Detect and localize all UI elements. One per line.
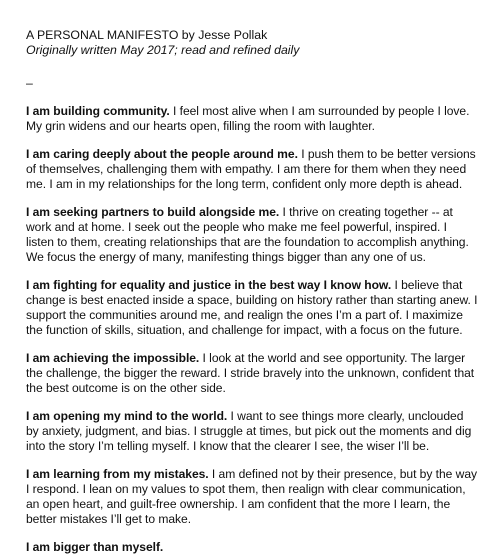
document-title: A PERSONAL MANIFESTO by Jesse Pollak bbox=[26, 28, 268, 42]
paragraph-body: I look at the world and see opportunity. The larger the challenge, the bigger the reward. I stride bravely into the unknown, confident that the best outcome is on the other side. bbox=[26, 351, 475, 395]
paragraph-opening-mind bbox=[26, 409, 478, 454]
separator: – bbox=[26, 76, 33, 90]
paragraph-lead: I am learning from my mistakes. bbox=[26, 467, 209, 481]
paragraph-lead: I am opening my mind to the world. bbox=[26, 409, 228, 423]
paragraph-body: I want to see things more clearly, unclouded by anxiety, judgment, and bias. I struggle at times, but pick out the moments and dig into the story I’m telling myself. I know that the clearer I see, the wiser I’ll be. bbox=[26, 409, 472, 453]
paragraph-lead: I am fighting for equality and justice in the best way I know how. bbox=[26, 278, 392, 292]
paragraph-body: I thrive on creating together -- at work and at home. I seek out the people who make me feel powerful, inspired. I listen to them, creating relationships that are the foundation to accomplish anything. We focus the energy of many, manifesting things bigger than any one of us. bbox=[26, 205, 469, 264]
paragraph-lead: I am building community. bbox=[26, 104, 170, 118]
paragraph-body: I push them to be better versions of themselves, challenging them with empathy. I am there for them when they need me. I am in my relationships for the long term, confident only more depth is ahead. bbox=[26, 147, 476, 191]
paragraph-body: I believe that change is best enacted inside a space, building on history rather than starting anew. I support the communities around me, and realign the ones I’m a part of. I maximize the function of skills, situation, and challenge for impact, with a focus on the future. bbox=[26, 278, 478, 337]
paragraph-learning-mistakes bbox=[26, 467, 478, 527]
paragraph-achieving-impossible bbox=[26, 351, 478, 396]
paragraph-body: I am defined not by their presence, but by the way I respond. I lean on my values to spot them, then realign with clear communication, an open heart, and guilt-free ownership. I am confident that the more I learn, the better mistakes I’ll get to make. bbox=[26, 467, 477, 526]
paragraph-lead: I am bigger than myself. bbox=[26, 540, 164, 554]
paragraph-seeking-partners bbox=[26, 205, 478, 265]
document-subtitle: Originally written May 2017; read and refined daily bbox=[26, 43, 300, 57]
paragraph-caring-deeply bbox=[26, 147, 478, 192]
paragraph-bigger-than-myself bbox=[26, 540, 478, 555]
paragraph-fighting-equality bbox=[26, 278, 478, 338]
paragraph-body: I feel most alive when I am surrounded by people I love. My grin widens and our hearts open, filling the room with laughter. bbox=[26, 104, 470, 133]
paragraph-lead: I am seeking partners to build alongside me. bbox=[26, 205, 280, 219]
paragraph-building-community bbox=[26, 104, 478, 134]
paragraph-lead: I am caring deeply about the people around me. bbox=[26, 147, 298, 161]
paragraph-lead: I am achieving the impossible. bbox=[26, 351, 200, 365]
